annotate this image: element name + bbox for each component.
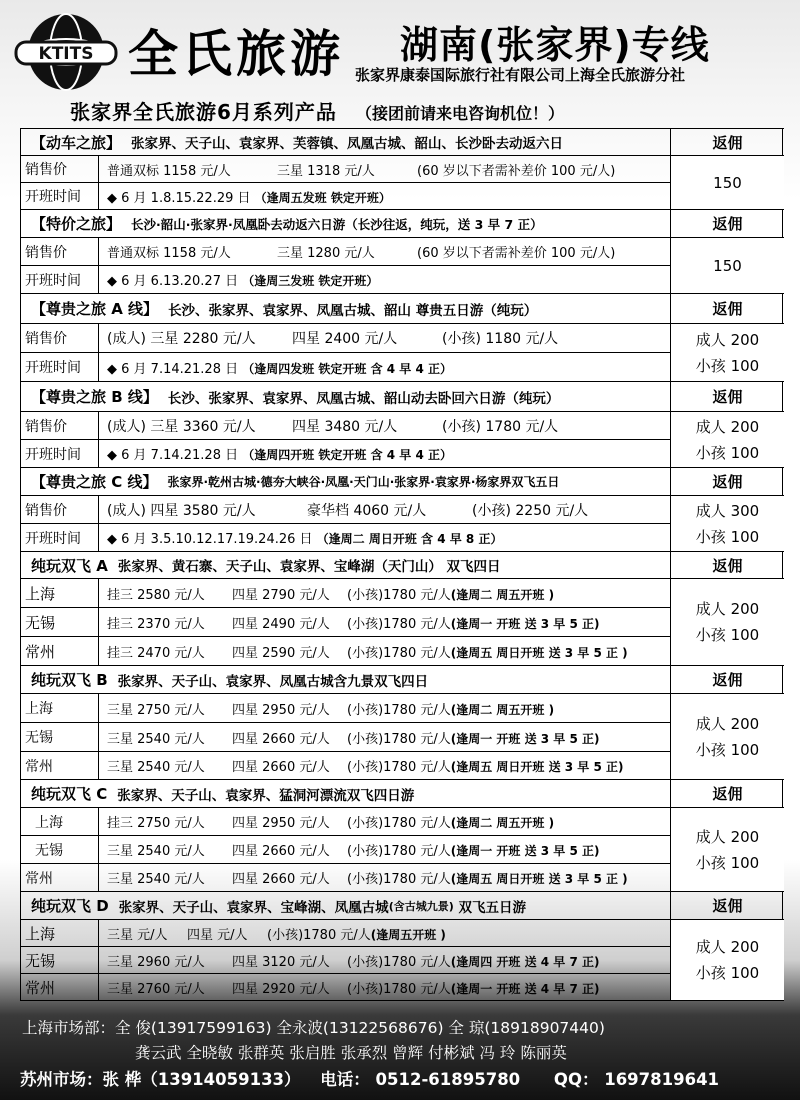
schedule-row (21, 440, 784, 468)
city-label: 无锡 (21, 608, 99, 636)
commission-value: 150 (671, 156, 784, 210)
dates: 6 月 3.5.10.12.17.19.24.26 日 (121, 532, 313, 547)
section-route: 张家界、天子山、袁家界、凤凰古城含九景双飞四日 (117, 673, 429, 690)
city-row: 无锡 三星 2540 元/人 四星 2660 元/人 (小孩)1780 元/人(逢周一 开班 送 3 早 5 正) (21, 836, 784, 864)
price-label: 销售价 (21, 238, 99, 265)
section-route: 长沙、张家界、袁家界、凤凰古城、韶山 尊贵五日游（纯玩） (168, 302, 538, 319)
commission-header: 返佣 (712, 897, 743, 915)
schedule-note: （逢周三发班 铁定开班） (242, 274, 379, 288)
commission-header: 返佣 (712, 671, 743, 689)
schedule-note: （逢周四开班 铁定开班 含 4 早 4 正） (242, 448, 453, 462)
city-label: 无锡 (21, 836, 99, 863)
section-name: 纯玩双飞 C (31, 785, 108, 803)
contact-footer (0, 1010, 800, 1100)
commission-header: 返佣 (712, 215, 743, 233)
price-label: 销售价 (21, 412, 99, 439)
city-row: 常州 三星 2540 元/人 四星 2660 元/人 (小孩)1780 元/人(逢周五 周日开班 送 3 早 5 正) (21, 752, 784, 780)
price-a: 普通双标 1158 元/人 (107, 246, 231, 261)
commission-value: 成人 300 小孩 100 (671, 496, 784, 552)
city-row: 上海 挂三 2580 元/人 四星 2790 元/人 (小孩)1780 元/人(逢周二 周五开班 ) (21, 579, 784, 608)
price-label: 销售价 (21, 156, 99, 182)
price-a: (成人) 四星 3580 元/人 (107, 502, 256, 519)
city-row: 常州 三星 2760 元/人 四星 2920 元/人 (小孩)1780 元/人(逢周一 开班 送 4 早 7 正) (21, 974, 784, 1001)
city-row: 上海 三星 元/人 四星 元/人 (小孩)1780 元/人(逢周五开班 ) (21, 920, 784, 947)
price-b: 三星 1280 元/人 (277, 246, 375, 261)
section-name: 【尊贵之旅 C 线】 (31, 473, 158, 491)
city-label: 上海 (21, 920, 99, 946)
price-c: (小孩) 1180 元/人 (442, 331, 559, 347)
price-row (21, 412, 784, 440)
shanghai-contacts: 上海市场部：全 俊(13917599163) 全永波(13122568676) 全 琼(18918907440) (22, 1019, 605, 1037)
price-b: 四星 3480 元/人 (292, 418, 398, 435)
schedule-label: 开班时间 (21, 353, 99, 381)
price-a: (成人) 三星 2280 元/人 (107, 331, 256, 347)
city-row: 无锡 三星 2540 元/人 四星 2660 元/人 (小孩)1780 元/人(逢周一 开班 送 3 早 5 正) (21, 723, 784, 752)
commission-value: 成人 200 小孩 100 (671, 808, 784, 892)
section-route-note: (含古城九景) (388, 899, 454, 913)
price-row (21, 324, 784, 353)
commission-header: 返佣 (712, 388, 743, 406)
series-note: （接团前请来电咨询机位！） (356, 104, 565, 123)
section-route: 张家界、黄石寨、天子山、袁家界、宝峰湖（天门山） 双飞四日 (117, 559, 501, 575)
price-a: (成人) 三星 3360 元/人 (107, 418, 256, 435)
staff-names: 龚云武 全晓敏 张群英 张启胜 张承烈 曾辉 付彬斌 冯 玲 陈丽英 (135, 1044, 567, 1062)
series-line (70, 96, 770, 126)
schedule-label: 开班时间 (21, 524, 99, 551)
city-label: 上海 (21, 808, 99, 835)
section-route: 长沙·韶山·张家界·凤凰卧去动返六日游（长沙往返，纯玩，送 3 早 7 正） (131, 216, 543, 232)
city-row: 常州 三星 2540 元/人 四星 2660 元/人 (小孩)1780 元/人(逢周五 周日开班 送 3 早 5 正 ) (21, 864, 784, 892)
section-header (21, 128, 784, 156)
section-name: 纯玩双飞 D (31, 897, 109, 915)
commission-value: 成人 200 小孩 100 (671, 579, 784, 666)
section-header (21, 892, 784, 920)
schedule-note: （逢周二 周日开班 含 4 早 8 正） (316, 532, 503, 546)
section-route: 长沙、张家界、袁家界、凤凰古城、韶山动去卧回六日游（纯玩） (167, 390, 560, 407)
header (0, 0, 800, 132)
schedule-label: 开班时间 (21, 183, 99, 209)
globe-logo-icon (14, 10, 119, 95)
section-header (21, 210, 784, 238)
price-row (21, 156, 784, 183)
price-row (21, 238, 784, 266)
commission-header: 返佣 (712, 473, 743, 491)
price-c: (小孩) 2250 元/人 (472, 502, 589, 519)
price-c: (60 岁以下者需补差价 100 元/人) (417, 246, 616, 261)
city-label: 常州 (21, 864, 99, 891)
section-name: 纯玩双飞 B (31, 671, 108, 689)
schedule-note: （逢周五发班 铁定开班） (254, 190, 391, 205)
city-label: 常州 (21, 752, 99, 779)
section-name: 【动车之旅】 (31, 133, 122, 152)
logo-text: KTITS (38, 44, 94, 64)
commission-header: 返佣 (712, 300, 743, 318)
dates: 6 月 1.8.15.22.29 日 (121, 190, 251, 206)
series-title: 张家界全氏旅游6月系列产品 (70, 100, 337, 124)
city-label: 常州 (21, 637, 99, 665)
price-c: (60 岁以下者需补差价 100 元/人) (417, 163, 616, 179)
bullet-icon: ◆ (107, 274, 117, 289)
section-name: 【尊贵之旅 A 线】 (31, 300, 159, 318)
section-header (21, 666, 784, 694)
section-route: 张家界、天子山、袁家界、猛洞河漂流双飞四日游 (117, 787, 415, 804)
commission-header: 返佣 (712, 556, 743, 575)
schedule-row (21, 353, 784, 382)
city-label: 无锡 (21, 723, 99, 751)
section-header (21, 552, 784, 579)
phone-number: 电话： 0512-61895780 (320, 1070, 521, 1089)
section-header (21, 294, 784, 324)
section-route: 张家界、天子山、袁家界、芙蓉镇、凤凰古城、韶山、长沙卧去动返六日 (131, 136, 564, 152)
bullet-icon: ◆ (107, 361, 117, 377)
dates: 6 月 6.13.20.27 日 (121, 274, 239, 289)
commission-value: 成人 200 小孩 100 (671, 920, 784, 1001)
price-b: 三星 1318 元/人 (277, 163, 375, 179)
section-header (21, 468, 784, 496)
section-name: 【特价之旅】 (31, 215, 122, 233)
schedule-label: 开班时间 (21, 266, 99, 293)
price-b: 四星 2400 元/人 (292, 331, 398, 347)
commission-value: 成人 200 小孩 100 (671, 694, 784, 780)
suzhou-contacts (20, 1066, 719, 1090)
schedule-label: 开班时间 (21, 440, 99, 467)
city-row: 无锡 三星 2960 元/人 四星 3120 元/人 (小孩)1780 元/人(逢周四 开班 送 4 早 7 正) (21, 947, 784, 974)
city-row: 常州 挂三 2470 元/人 四星 2590 元/人 (小孩)1780 元/人(逢周五 周日开班 送 3 早 5 正 ) (21, 637, 784, 666)
commission-header: 返佣 (712, 133, 743, 152)
section-header (21, 780, 784, 808)
dates: 6 月 7.14.21.28 日 (121, 448, 239, 463)
schedule-row (21, 183, 784, 210)
suzhou-market: 苏州市场：张 桦（13914059133） (20, 1070, 301, 1089)
section-route: 张家界·乾州古城·德夯大峡谷·凤凰·天门山·张家界·袁家界·杨家界双飞五日 (167, 475, 560, 489)
commission-value: 成人 200 小孩 100 (671, 324, 784, 382)
brand-name: 全氏旅游 (128, 24, 344, 83)
schedule-row (21, 266, 784, 294)
city-label: 无锡 (21, 947, 99, 973)
section-name: 纯玩双飞 A (31, 556, 108, 575)
bullet-icon: ◆ (107, 532, 117, 547)
city-label: 常州 (21, 974, 99, 1000)
section-route-tail: 双飞五日游 (458, 899, 526, 916)
price-a: 普通双标 1158 元/人 (107, 163, 231, 179)
bullet-icon: ◆ (107, 190, 117, 206)
city-label: 上海 (21, 579, 99, 607)
qq-number: QQ： 1697819641 (553, 1070, 720, 1089)
section-name: 【尊贵之旅 B 线】 (31, 388, 158, 406)
commission-value: 成人 200 小孩 100 (671, 412, 784, 468)
city-label: 上海 (21, 694, 99, 722)
commission-value: 150 (671, 238, 784, 294)
section-route: 张家界、天子山、袁家界、宝峰湖、凤凰古城 (118, 899, 389, 916)
product-table (20, 128, 783, 1001)
city-row: 上海 挂三 2750 元/人 四星 2950 元/人 (小孩)1780 元/人(逢周二 周五开班 ) (21, 808, 784, 836)
price-row (21, 496, 784, 524)
price-c: (小孩) 1780 元/人 (442, 418, 559, 435)
agency-name: 张家界康泰国际旅行社有限公司上海全氏旅游分社 (355, 66, 686, 84)
section-header (21, 382, 784, 412)
dates: 6 月 7.14.21.28 日 (121, 361, 239, 377)
route-title: 湖南(张家界)专线 (400, 23, 710, 67)
schedule-row (21, 524, 784, 552)
bullet-icon: ◆ (107, 448, 117, 463)
commission-header: 返佣 (712, 785, 743, 803)
price-label: 销售价 (21, 324, 99, 352)
schedule-note: （逢周四发班 铁定开班 含 4 早 4 正） (242, 361, 453, 376)
price-b: 豪华档 4060 元/人 (307, 502, 427, 519)
city-row: 上海 三星 2750 元/人 四星 2950 元/人 (小孩)1780 元/人(逢周二 周五开班 ) (21, 694, 784, 723)
price-label: 销售价 (21, 496, 99, 523)
city-row: 无锡 挂三 2370 元/人 四星 2490 元/人 (小孩)1780 元/人(逢周一 开班 送 3 早 5 正) (21, 608, 784, 637)
